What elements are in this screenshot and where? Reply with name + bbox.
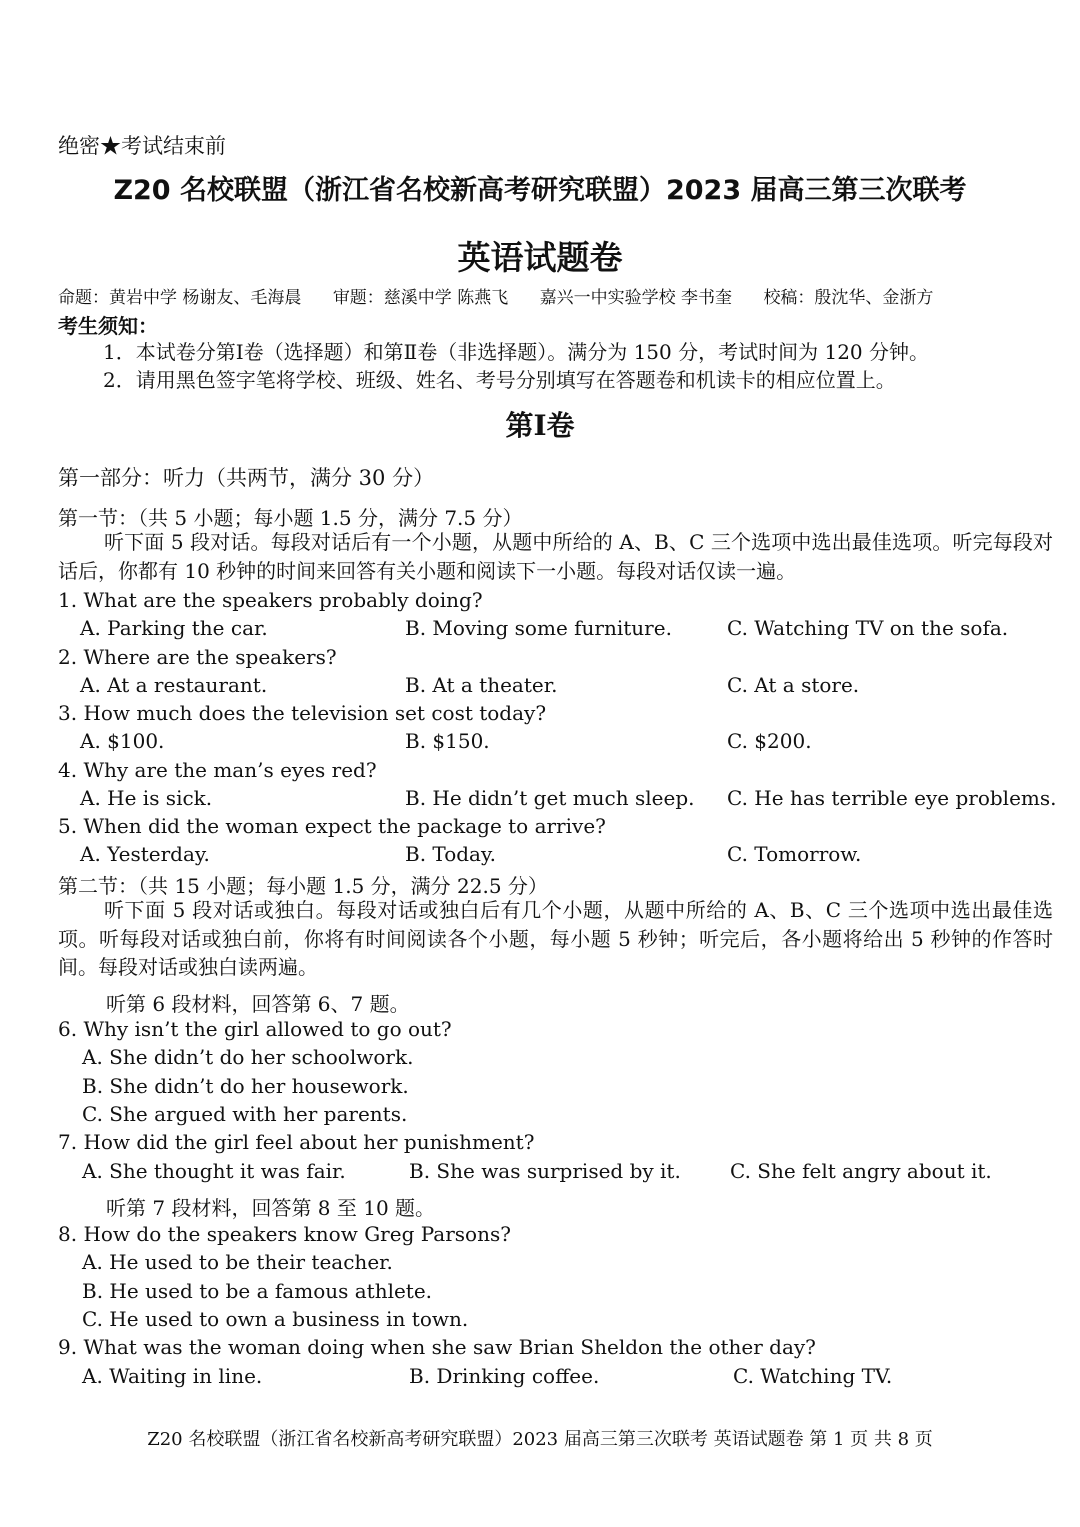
option-b: B. She didn’t do her housework.	[82, 1074, 409, 1098]
option-a: A. She thought it was fair.	[82, 1159, 346, 1183]
option-a: A. Waiting in line.	[82, 1364, 263, 1388]
option-a: A. Parking the car.	[80, 616, 268, 640]
question: 2. Where are the speakers?	[58, 645, 337, 669]
page-footer: Z20 名校联盟（浙江省名校新高考研究联盟）2023 届高三第三次联考 英语试题卷 第 1 页 共 8 页	[147, 1429, 933, 1450]
question: 3. How much does the television set cost today?	[58, 701, 547, 725]
material-instruction: 听第 6 段材料，回答第 6、7 题。	[106, 992, 410, 1016]
material-instruction: 听第 7 段材料，回答第 8 至 10 题。	[106, 1196, 436, 1220]
option-c: C. She felt angry about it.	[730, 1159, 992, 1183]
option-b: B. Drinking coffee.	[409, 1364, 600, 1388]
option-b: B. Moving some furniture.	[405, 616, 672, 640]
option-a: A. $100.	[80, 729, 165, 753]
question: 4. Why are the man’s eyes red?	[58, 758, 377, 782]
option-b: B. $150.	[405, 729, 490, 753]
option-b: B. He didn’t get much sleep.	[405, 786, 695, 810]
question: 8. How do the speakers know Greg Parsons?	[58, 1222, 511, 1246]
option-b: B. She was surprised by it.	[409, 1159, 681, 1183]
section-instructions: 听下面 5 段对话。每段对话后有一个小题，从题中所给的 A、B、C 三个选项中选出最佳选项。听完每段对话后，你都有 10 秒钟的时间来回答有关小题和阅读下一小题。每段对话仅读一遍。	[58, 530, 1053, 583]
section-instructions: 听下面 5 段对话或独白。每段对话或独白后有几个小题，从题中所给的 A、B、C 三个选项中选出最佳选项。听每段对话或独白前，你将有时间阅读各个小题，每小题 5 秒钟；听完后，各小题将给出 5 秒钟的作答时间。每段对话或独白读两遍。	[58, 898, 1053, 979]
credit-reviewer: 审题：慈溪中学 陈燕飞	[332, 288, 509, 308]
option-b: B. At a theater.	[405, 673, 558, 697]
question: 7. How did the girl feel about her punishment?	[58, 1130, 535, 1154]
confidential-label: 绝密★考试结束前	[58, 134, 226, 158]
notice-rule: 1．本试卷分第Ⅰ卷（选择题）和第Ⅱ卷（非选择题）。满分为 150 分，考试时间为 120 分钟。	[103, 340, 929, 364]
option-c: C. At a store.	[727, 673, 860, 697]
option-c: C. Tomorrow.	[727, 842, 862, 866]
question: 5. When did the woman expect the package to arrive?	[58, 814, 606, 838]
paper-subject-title: 英语试题卷	[457, 238, 623, 277]
option-a: A. At a restaurant.	[80, 673, 268, 697]
part-heading: 第一部分：听力（共两节，满分 30 分）	[58, 466, 435, 490]
option-c: C. He used to own a business in town.	[82, 1307, 469, 1331]
credits-line	[58, 283, 959, 308]
option-a: A. He is sick.	[80, 786, 213, 810]
option-c: C. She argued with her parents.	[82, 1102, 408, 1126]
option-c: C. He has terrible eye problems.	[727, 786, 1057, 810]
option-c: C. Watching TV.	[733, 1364, 893, 1388]
option-a: A. She didn’t do her schoolwork.	[82, 1045, 414, 1069]
credit-setter: 命题：黄岩中学 杨谢友、毛海晨	[58, 288, 302, 308]
option-a: A. Yesterday.	[80, 842, 210, 866]
option-c: C. $200.	[727, 729, 812, 753]
exam-title: Z20 名校联盟（浙江省名校新高考研究联盟）2023 届高三第三次联考	[113, 175, 967, 206]
option-b: B. He used to be a famous athlete.	[82, 1279, 433, 1303]
credit-proofreader: 校稿：殷沈华、金浙方	[763, 288, 934, 308]
question: 9. What was the woman doing when she saw Brian Sheldon the other day?	[58, 1335, 816, 1359]
notice-heading: 考生须知：	[58, 314, 158, 338]
section-heading: 第二节：（共 15 小题；每小题 1.5 分，满分 22.5 分）	[58, 874, 548, 898]
section-heading: 第一节：（共 5 小题；每小题 1.5 分，满分 7.5 分）	[58, 506, 523, 530]
option-c: C. Watching TV on the sofa.	[727, 616, 1009, 640]
option-b: B. Today.	[405, 842, 496, 866]
notice-rule: 2．请用黑色签字笔将学校、班级、姓名、考号分别填写在答题卷和机读卡的相应位置上。	[103, 368, 896, 392]
credit-reviewer-2: 嘉兴一中实验学校 李书奎	[539, 288, 733, 308]
question: 6. Why isn’t the girl allowed to go out?	[58, 1017, 452, 1041]
question: 1. What are the speakers probably doing?	[58, 588, 483, 612]
option-a: A. He used to be their teacher.	[82, 1250, 393, 1274]
volume-title: 第Ⅰ卷	[505, 409, 575, 442]
